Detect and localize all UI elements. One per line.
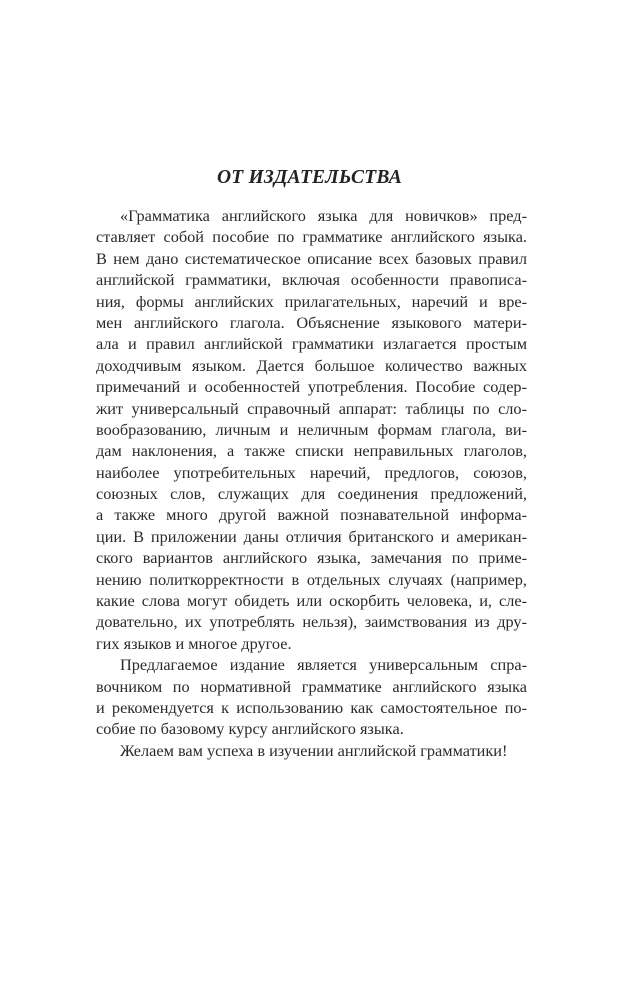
- text-line: жит универсальный справочный аппарат: таблицы по сло-: [96, 398, 527, 418]
- text-line: ского вариантов английского языка, замечания по приме-: [96, 548, 527, 568]
- text-line: мен английского глагола. Объяснение языкового матери-: [96, 312, 527, 332]
- text-line: вочником по нормативной грамматике английского языка: [96, 676, 527, 696]
- text-line: ния, формы английских прилагательных, наречий и вре-: [96, 291, 527, 311]
- text-line: В нем дано систематическое описание всех базовых правил: [96, 248, 527, 268]
- text-line: какие слова могут обидеть или оскорбить человека, и, сле-: [96, 591, 527, 611]
- text-line: довательно, их употреблять нельзя), заимствования из дру-: [96, 612, 527, 632]
- text-line: дам наклонения, а также списки неправильных глаголов,: [96, 441, 527, 461]
- text-line: и рекомендуется к использованию как самостоятельное по-: [96, 697, 527, 717]
- text-line: вообразованию, личным и неличным формам глагола, ви-: [96, 419, 527, 439]
- page-title: ОТ ИЗДАТЕЛЬСТВА: [217, 167, 402, 188]
- text-line: ала и правил английской грамматики излагается простым: [96, 334, 527, 354]
- text-line: примечаний и особенностей употребления. Пособие содер-: [96, 377, 527, 397]
- text-line: собие по базовому курсу английского языка.: [96, 719, 404, 739]
- text-line: а также много другой важной познавательной информа-: [96, 505, 527, 525]
- text-line: нению политкорректности в отдельных случаях (например,: [96, 569, 527, 589]
- text-line: ставляет собой пособие по грамматике английского языка.: [96, 227, 527, 247]
- text-line: «Грамматика английского языка для новичков» пред-: [120, 206, 527, 225]
- text-line: Желаем вам успеха в изучении английской грамматики!: [120, 740, 508, 760]
- text-line: доходчивым языком. Дается большое количество важных: [96, 355, 527, 375]
- text-line: Предлагаемое издание является универсальным спра-: [120, 655, 527, 675]
- text-line: английской грамматики, включая особенности правописа-: [96, 270, 527, 290]
- text-line: ции. В приложении даны отличия британского и американ-: [96, 526, 527, 546]
- text-line: гих языков и многое другое.: [96, 633, 292, 653]
- text-line: союзных слов, служащих для соединения предложений,: [96, 484, 527, 504]
- text-line: наиболее употребительных наречий, предлогов, союзов,: [96, 462, 527, 482]
- body-text: [96, 205, 527, 761]
